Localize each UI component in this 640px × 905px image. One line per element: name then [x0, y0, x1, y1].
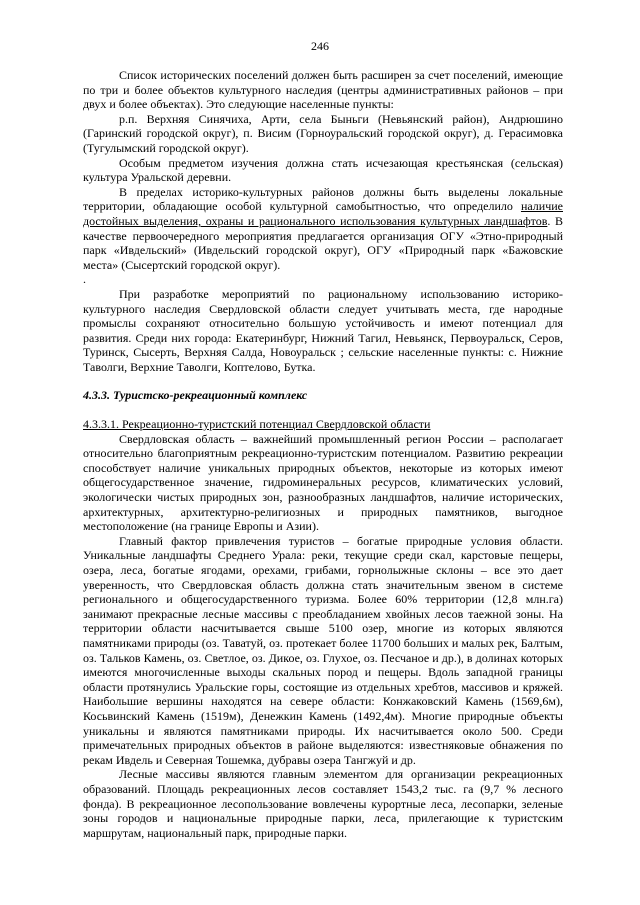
paragraph-historic-settlements: Список исторических поселений должен быть расширен за счет поселений, имеющие по три и более объектов культурного наследия (центры административных районов – при двух и более объектах). Это следующие населенные пункты:	[83, 68, 563, 112]
paragraph-natural-conditions: Главный фактор привлечения туристов – богатые природные условия области. Уникальные ландшафты Среднего Урала: реки, текущие среди скал, карстовые пещеры, озера, леса, богатые ягодами, орехами, грибами, горнолыжные склоны – все это дает уверенность, что Свердловская область должна стать значительным звеном в системе регионального и общегосударственного туризма. Более 60% территории (12,8 млн.га) занимают прекрасные лесные массивы с преобладанием хвойных лесов таежной зоны. На территории области насчитывается свыше 5100 озер, многие из которых являются памятниками природы (оз. Таватуй, оз. протекает более 11700 больших и малых рек, Балтым, оз. Тальков Камень, оз. Светлое, оз. Дикое, оз. Глухое, оз. Песчаное и др.), в долинах которых имеются многочисленные выходы скальных пород и пещеры. Вдоль западной границы области протянулись Уральские горы, состоящие из отдельных хребтов, массивов и кряжей. Наибольшие вершины находятся на севере области: Конжаковский Камень (1569,6м), Косьвинский Камень (1519м), Денежкин Камень (1492,4м). Многие природные объекты уникальны и являются памятниками природы. Их насчитывается около 500. Среди примечательных природных объектов в районе выделяются: известняковые обнажения по рекам Ивдель и Северная Тошемка, дубравы озера Тангжуй и др.	[83, 533, 563, 767]
landscapes-text-end: . В качестве первоочередного мероприятия предлагается организация ОГУ «Этно-природный парк «Ивдельский» (Ивдельский городской округ), ОГУ «Природный парк «Бажовские места» (Сысертский городской округ).	[83, 213, 563, 272]
stray-dot: .	[83, 272, 86, 287]
landscapes-underlined-text: наличие достойных выделения, охраны и рационального использования культурных ландшафтов	[83, 199, 563, 228]
section-heading: 4.3.3. Туристско-рекреационный комплекс	[83, 388, 308, 403]
page-number: 246	[311, 39, 329, 53]
paragraph-forests: Лесные массивы являются главным элементом для организации рекреационных образований. Площадь рекреационных лесов составляет 1543,2 тыс. га (9,7 % лесного фонда). В рекреационное лесопользование вовлечены курортные леса, лесопарки, зеленые зоны городов и национальные природные парки, леса, прилегающие к туристским маршрутам, национальный парк, природные парки.	[83, 767, 563, 840]
document-body	[83, 68, 563, 840]
paragraph-cultural-landscapes	[83, 185, 563, 273]
paragraph-settlement-list: р.п. Верхняя Синячиха, Арти, села Быньги (Невьянский район), Андрюшино (Гаринский городской округ), п. Висим (Горноуральский городской округ), д. Герасимовка (Тугулымский городской округ).	[83, 111, 563, 155]
paragraph-recreation-potential: Свердловская область – важнейший промышленный регион России – располагает относительно благоприятным рекреационно-туристским потенциалом. Развитию рекреации способствует наличие уникальных природных объектов, некоторые из которых имеют общегосударственное значение, гидроминеральных ресурсов, климатических условий, экологически чистых природных зон, разнообразных ландшафтов, наличие исторических, архитектурных, архитектурно-религиозных и природных памятников, выгодное местоположение (на границе Европы и Азии).	[83, 431, 563, 534]
subsection-heading: 4.3.3.1. Рекреационно-туристский потенциал Свердловской области	[83, 417, 431, 432]
paragraph-peasant-culture: Особым предметом изучения должна стать исчезающая крестьянская (сельская) культура Уральской деревни.	[83, 155, 563, 185]
landscapes-text-start: В пределах историко-культурных районов должны быть выделены локальные территории, обладающие особой культурной самобытностью, что определило	[83, 184, 563, 214]
paragraph-folk-crafts: При разработке мероприятий по рациональному использованию историко-культурного наследия Свердловской области следует учитывать места, где народные промыслы сохраняют относительно большую устойчивость и имеют потенциал для развития. Среди них города: Екатеринбург, Нижний Тагил, Невьянск, Первоуральск, Серов, Туринск, Сысерть, Верхняя Салда, Новоуральск ; сельские населенные пункты: с. Нижние Таволги, Верхние Таволги, Коптелово, Бутка.	[83, 286, 563, 374]
